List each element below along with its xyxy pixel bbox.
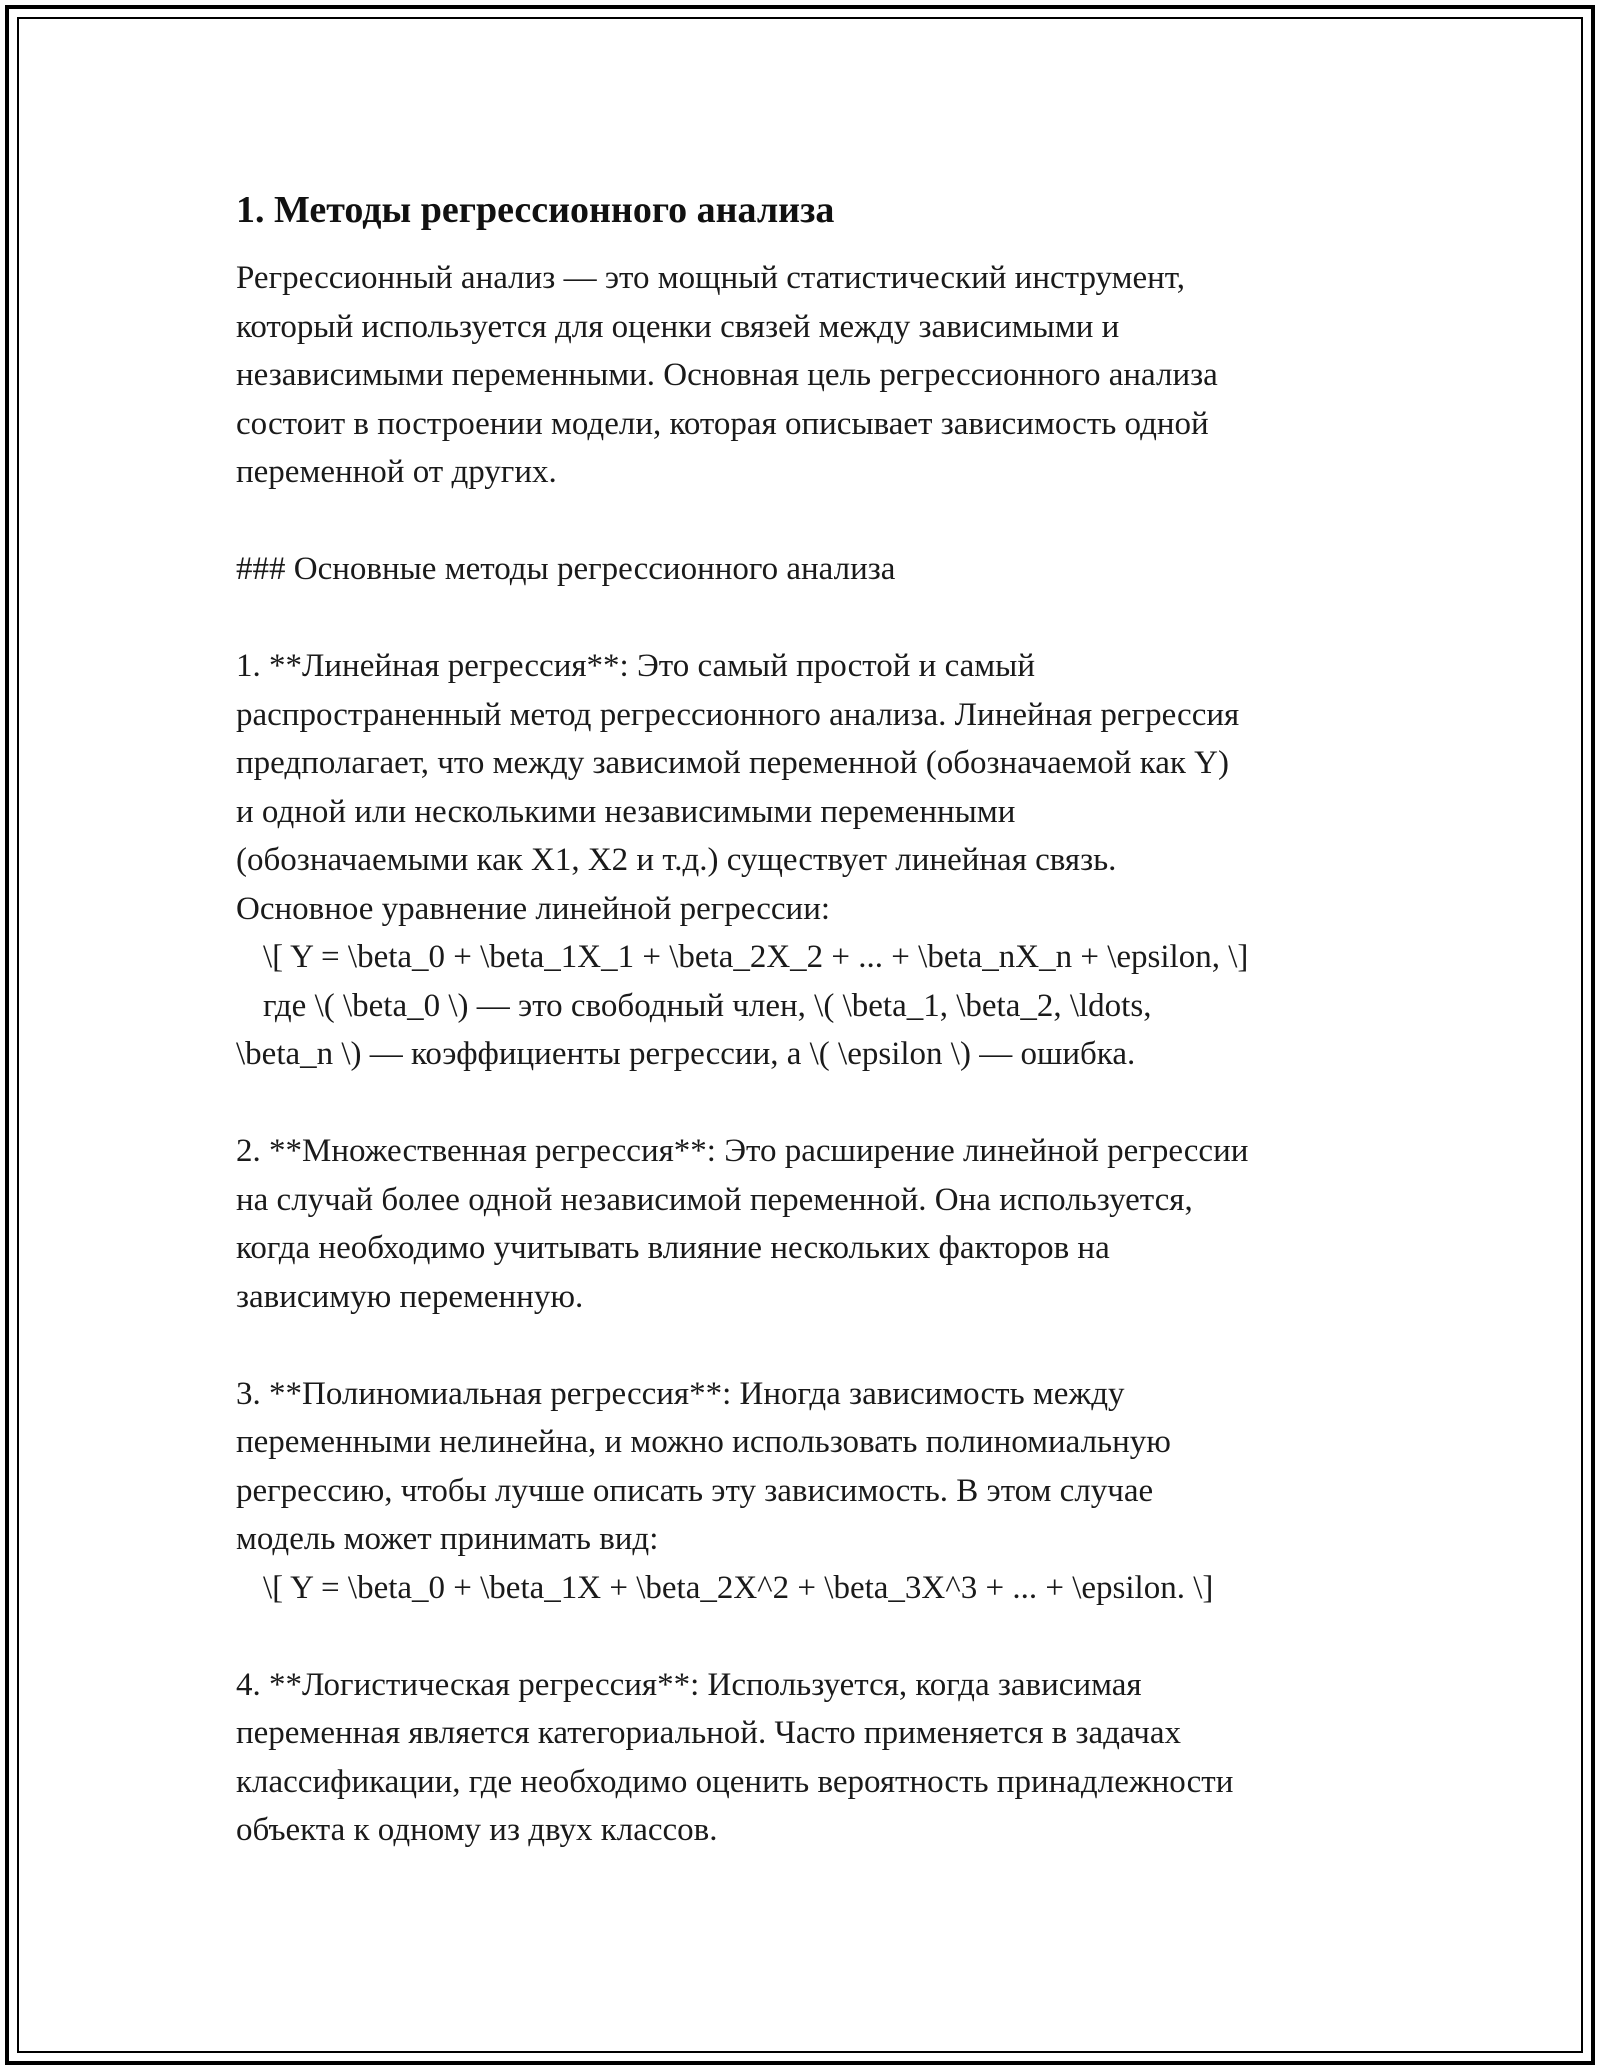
spacer — [236, 1612, 1386, 1661]
document-body — [236, 186, 1386, 1855]
formula-explanation-cont: \beta_n \) — коэффициенты регрессии, а \( \epsilon \) — ошибка. — [236, 1036, 1136, 1072]
list-item-text: 3. **Полиномиальная регрессия**: Иногда зависимость между переменными нелинейна, и можно использовать полиномиальную регрессию, чтобы лучше описать эту зависимость. В этом случае модель может принимать вид: — [236, 1375, 1171, 1557]
list-item-polynomial — [236, 1370, 1386, 1613]
formula-linear: \[ Y = \beta_0 + \beta_1X_1 + \beta_2X_2 + ... + \beta_nX_n + \epsilon, \] — [263, 939, 1249, 975]
formula-polynomial: \[ Y = \beta_0 + \beta_1X + \beta_2X^2 + \beta_3X^3 + ... + \epsilon. \] — [263, 1569, 1214, 1606]
intro-paragraph: Регрессионный анализ — это мощный статистический инструмент, который используется для оценки связей между зависимыми и независимыми переменными. Основная цель регрессионного анализа состоит в построении модели, которая описывает зависимость одной переменной от других. — [236, 260, 1218, 490]
list-item-text: 4. **Логистическая регрессия**: Используется, когда зависимая переменная является категориальной. Часто применяется в задачах классификации, где необходимо оценить вероятность принадлежности объекта к одному из двух классов. — [236, 1666, 1234, 1848]
spacer — [236, 497, 1386, 546]
list-item-linear — [236, 642, 1386, 1079]
list-item-text: 1. **Линейная регрессия**: Это самый простой и самый распространенный метод регрессионного анализа. Линейная регрессия предполагает, что между зависимой переменной (обозначаемой как Y) и одной или несколькими независимыми переменными (обозначаемыми как X1, X2 и т.д.) существует линейная связь. Основное уравнение линейной регрессии: — [236, 648, 1240, 927]
subheading: ### Основные методы регрессионного анализа — [236, 551, 896, 587]
spacer — [236, 594, 1386, 643]
list-item-logistic — [236, 1661, 1386, 1855]
section-title: 1. Методы регрессионного анализа — [236, 189, 835, 231]
spacer — [236, 1321, 1386, 1370]
spacer — [236, 1079, 1386, 1128]
formula-explanation: где \( \beta_0 \) — это свободный член, \( \beta_1, \beta_2, \ldots, — [263, 987, 1152, 1024]
list-item-multiple — [236, 1127, 1386, 1321]
list-item-text: 2. **Множественная регрессия**: Это расширение линейной регрессии на случай более одной независимой переменной. Она используется, когда необходимо учитывать влияние нескольких факторов на зависимую переменную. — [236, 1133, 1249, 1315]
